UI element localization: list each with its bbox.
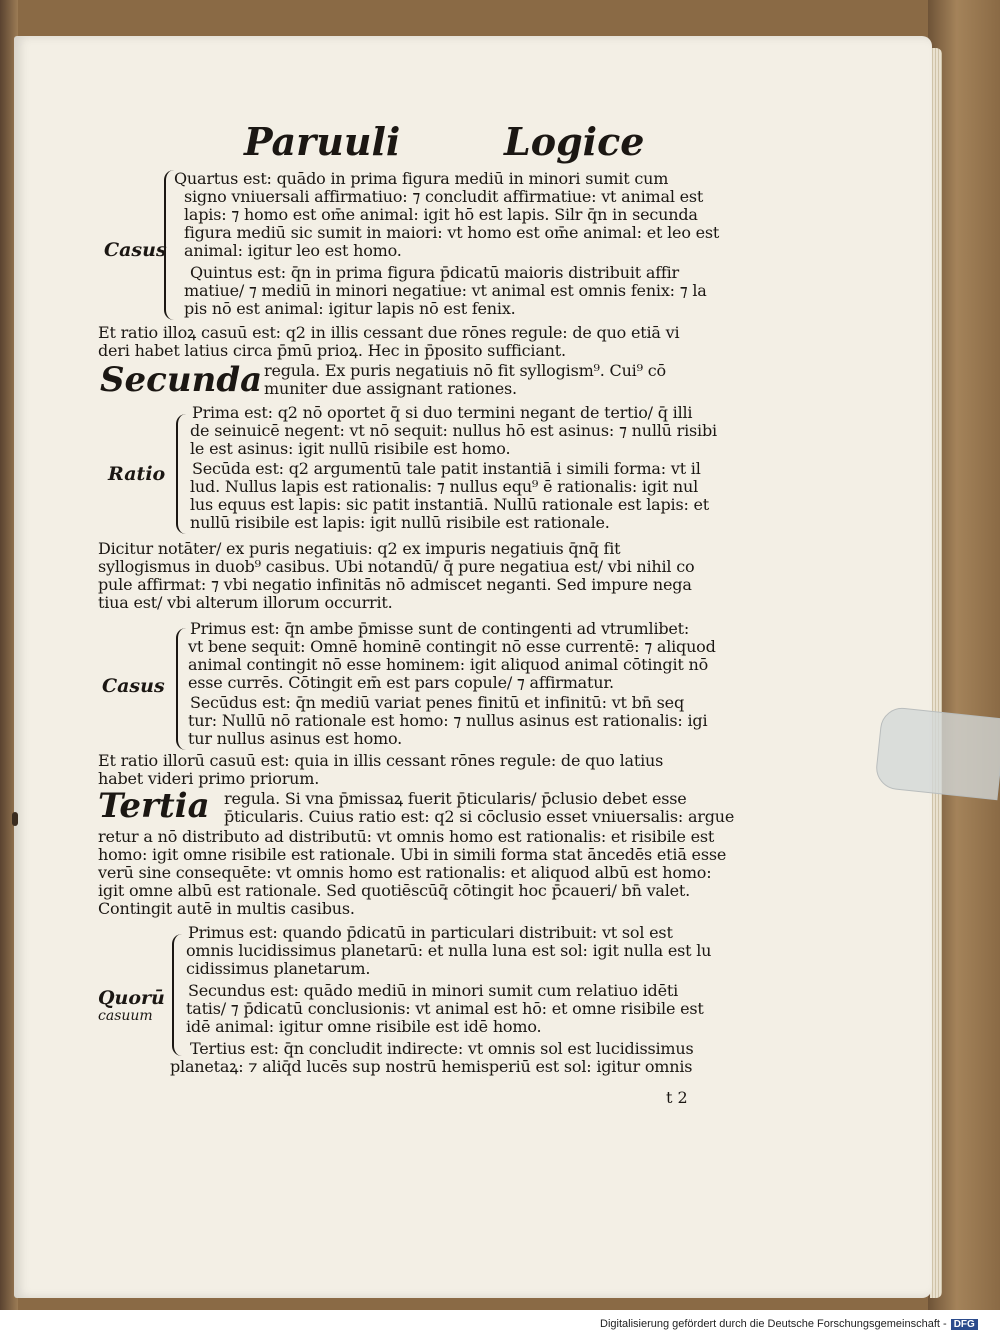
text-line: deri habet latius circa p̄mū prioꝝ. Hec in p̄posito sufficiant. [98,341,566,360]
page-clip [874,706,1000,801]
text-line: idē animal: igitur omne risibile est idē homo. [186,1017,542,1036]
text-line: verū sine consequēte: vt omnis homo est rationalis: et aliquod albū est homo: [98,863,712,882]
heading-secunda: Secunda [100,360,263,400]
text-line: de seinuicē negent: vt nō sequit: nullus hō est asinus: ⁊ nullū risibi [190,421,717,440]
text-line: Prima est: q2 nō oportet q̄ si duo termini negant de tertio/ q̄ illi [192,403,693,422]
text-line: le est asinus: igit nullū risibile est homo. [190,439,511,458]
text-line: tur nullus asinus est homo. [188,729,403,748]
text-line: tiua est/ vbi alterum illorum occurrit. [98,593,393,612]
brace [176,414,188,534]
binding-pin [12,812,18,826]
running-title-left: Paruuli [244,119,401,164]
text-line: muniter due assignant rationes. [264,379,517,398]
side-label-ratio: Ratio [108,463,166,485]
side-label-quoru: Quorū [98,987,165,1009]
text-line: syllogismus in duob⁹ casibus. Ubi notandū/ q̄ pure negatiua est/ vbi nihil co [98,557,695,576]
side-label-casus-2: Casus [102,675,165,697]
text-line: habet videri primo priorum. [98,769,320,788]
text-line: figura mediū sic sumit in maiori: vt homo est om̄e animal: et leo est [184,223,720,242]
brace [172,934,184,1056]
text-line: signo vniuersali affirmatiuo: ⁊ concludit affirmatiue: vt animal est [184,187,704,206]
signature-mark: t 2 [666,1088,688,1107]
text-line: retur a nō distributo ad distributū: vt omnis homo est rationalis: et risibile est [98,827,715,846]
text-line: lus equus est lapis: sic patit instantiā. Nullū rationale est lapis: et [190,495,710,514]
text-line: animal contingit nō esse hominem: igit aliquod animal cōtingit nō [188,655,709,674]
text-line: lapis: ⁊ homo est om̄e animal: igit hō est lapis. Silr q̄n in secunda [184,205,698,224]
text-line: Primus est: q̄n ambe p̄misse sunt de contingenti ad vtrumlibet: [190,619,690,638]
text-line: esse currēs. Cōtingit em̄ est pars copule/ ⁊ affirmatur. [188,673,614,692]
text-line: Secundus est: quādo mediū in minori sumit cum relatiuo idēti [188,981,679,1000]
side-label-casus-1: Casus [104,239,167,261]
text-line: animal: igitur leo est homo. [184,241,402,260]
text-line: Secūdus est: q̄n mediū variat penes finitū et infinitū: vt bn̄ seq [190,693,684,712]
text-line: vt bene sequit: Omnē hominē contingit nō esse currentē: ⁊ aliquod [188,637,716,656]
book-page [14,36,932,1298]
text-line: pule affirmat: ⁊ vbi negatio infinitās nō admiscet neganti. Sed impure nega [98,575,692,594]
text-line: omnis lucidissimus planetarū: et nulla luna est sol: igit nulla est lu [186,941,712,960]
footer-credit [600,1318,998,1336]
text-line: lud. Nullus lapis est rationalis: ⁊ nullus equ⁹ ē rationalis: igit nul [190,477,699,496]
brace [176,628,188,750]
text-line: cidissimus planetarum. [186,959,371,978]
text-line: regula. Si vna p̄missaꝝ fuerit p̄ticularis/ p̄clusio debet esse [224,789,687,808]
text-line: Secūda est: q2 argumentū tale patit instantiā i simili forma: vt il [192,459,701,478]
text-line: p̄ticularis. Cuius ratio est: q2 si cōclusio esset vniuersalis: argue [224,807,735,826]
text-line: Et ratio illoꝝ casuū est: q2 in illis cessant due rōnes regule: de quo etiā vi [98,323,680,342]
text-line: Dicitur notāter/ ex puris negatiuis: q2 ex impuris negatiuis q̄nq̄ fit [98,539,621,558]
text-line: planetaꝝ: ⁊ aliq̄d lucēs sup nostrū hemisperiū est sol: igitur omnis [170,1057,693,1076]
text-line: Contingit autē in multis casibus. [98,899,355,918]
text-line: regula. Ex puris negatiuis nō fit syllogism⁹. Cui⁹ cō [264,361,666,380]
side-label-casuum: casuum [98,1008,153,1024]
text-line: tur: Nullū nō rationale est homo: ⁊ nullus asinus est rationalis: igi [188,711,708,730]
dfg-logo: DFG [951,1319,978,1330]
text-line: igit omne albū est rationale. Sed quotiēscūq̄ cōtingit hoc p̄caueri/ bn̄ valet. [98,881,691,900]
text-line: Quartus est: quādo in prima figura mediū in minori sumit cum [174,169,669,188]
footer-text: Digitalisierung gefördert durch die Deutsche Forschungsgemeinschaft - [600,1318,947,1330]
text-line: homo: igit omne risibile est rationale. Ubi in simili forma stat āncedēs etiā esse [98,845,727,864]
text-line: Primus est: quando p̄dicatū in particulari distribuit: vt sol est [188,923,673,942]
heading-tertia: Tertia [98,786,210,826]
text-line: pis nō est animal: igitur lapis nō est fenix. [184,299,516,318]
text-line: matiue/ ⁊ mediū in minori negatiue: vt animal est omnis fenix: ⁊ la [184,281,707,300]
text-line: tatis/ ⁊ p̄dicatū conclusionis: vt animal est hō: et omne risibile est [186,999,704,1018]
running-title-right: Logice [504,119,645,164]
text-line: nullū risibile est lapis: igit nullū risibile est rationale. [190,513,610,532]
text-line: Quintus est: q̄n in prima figura p̄dicatū maioris distribuit affir [190,263,680,282]
text-line: Tertius est: q̄n concludit indirecte: vt omnis sol est lucidissimus [190,1039,694,1058]
text-line: Et ratio illorū casuū est: quia in illis cessant rōnes regule: de quo latius [98,751,664,770]
